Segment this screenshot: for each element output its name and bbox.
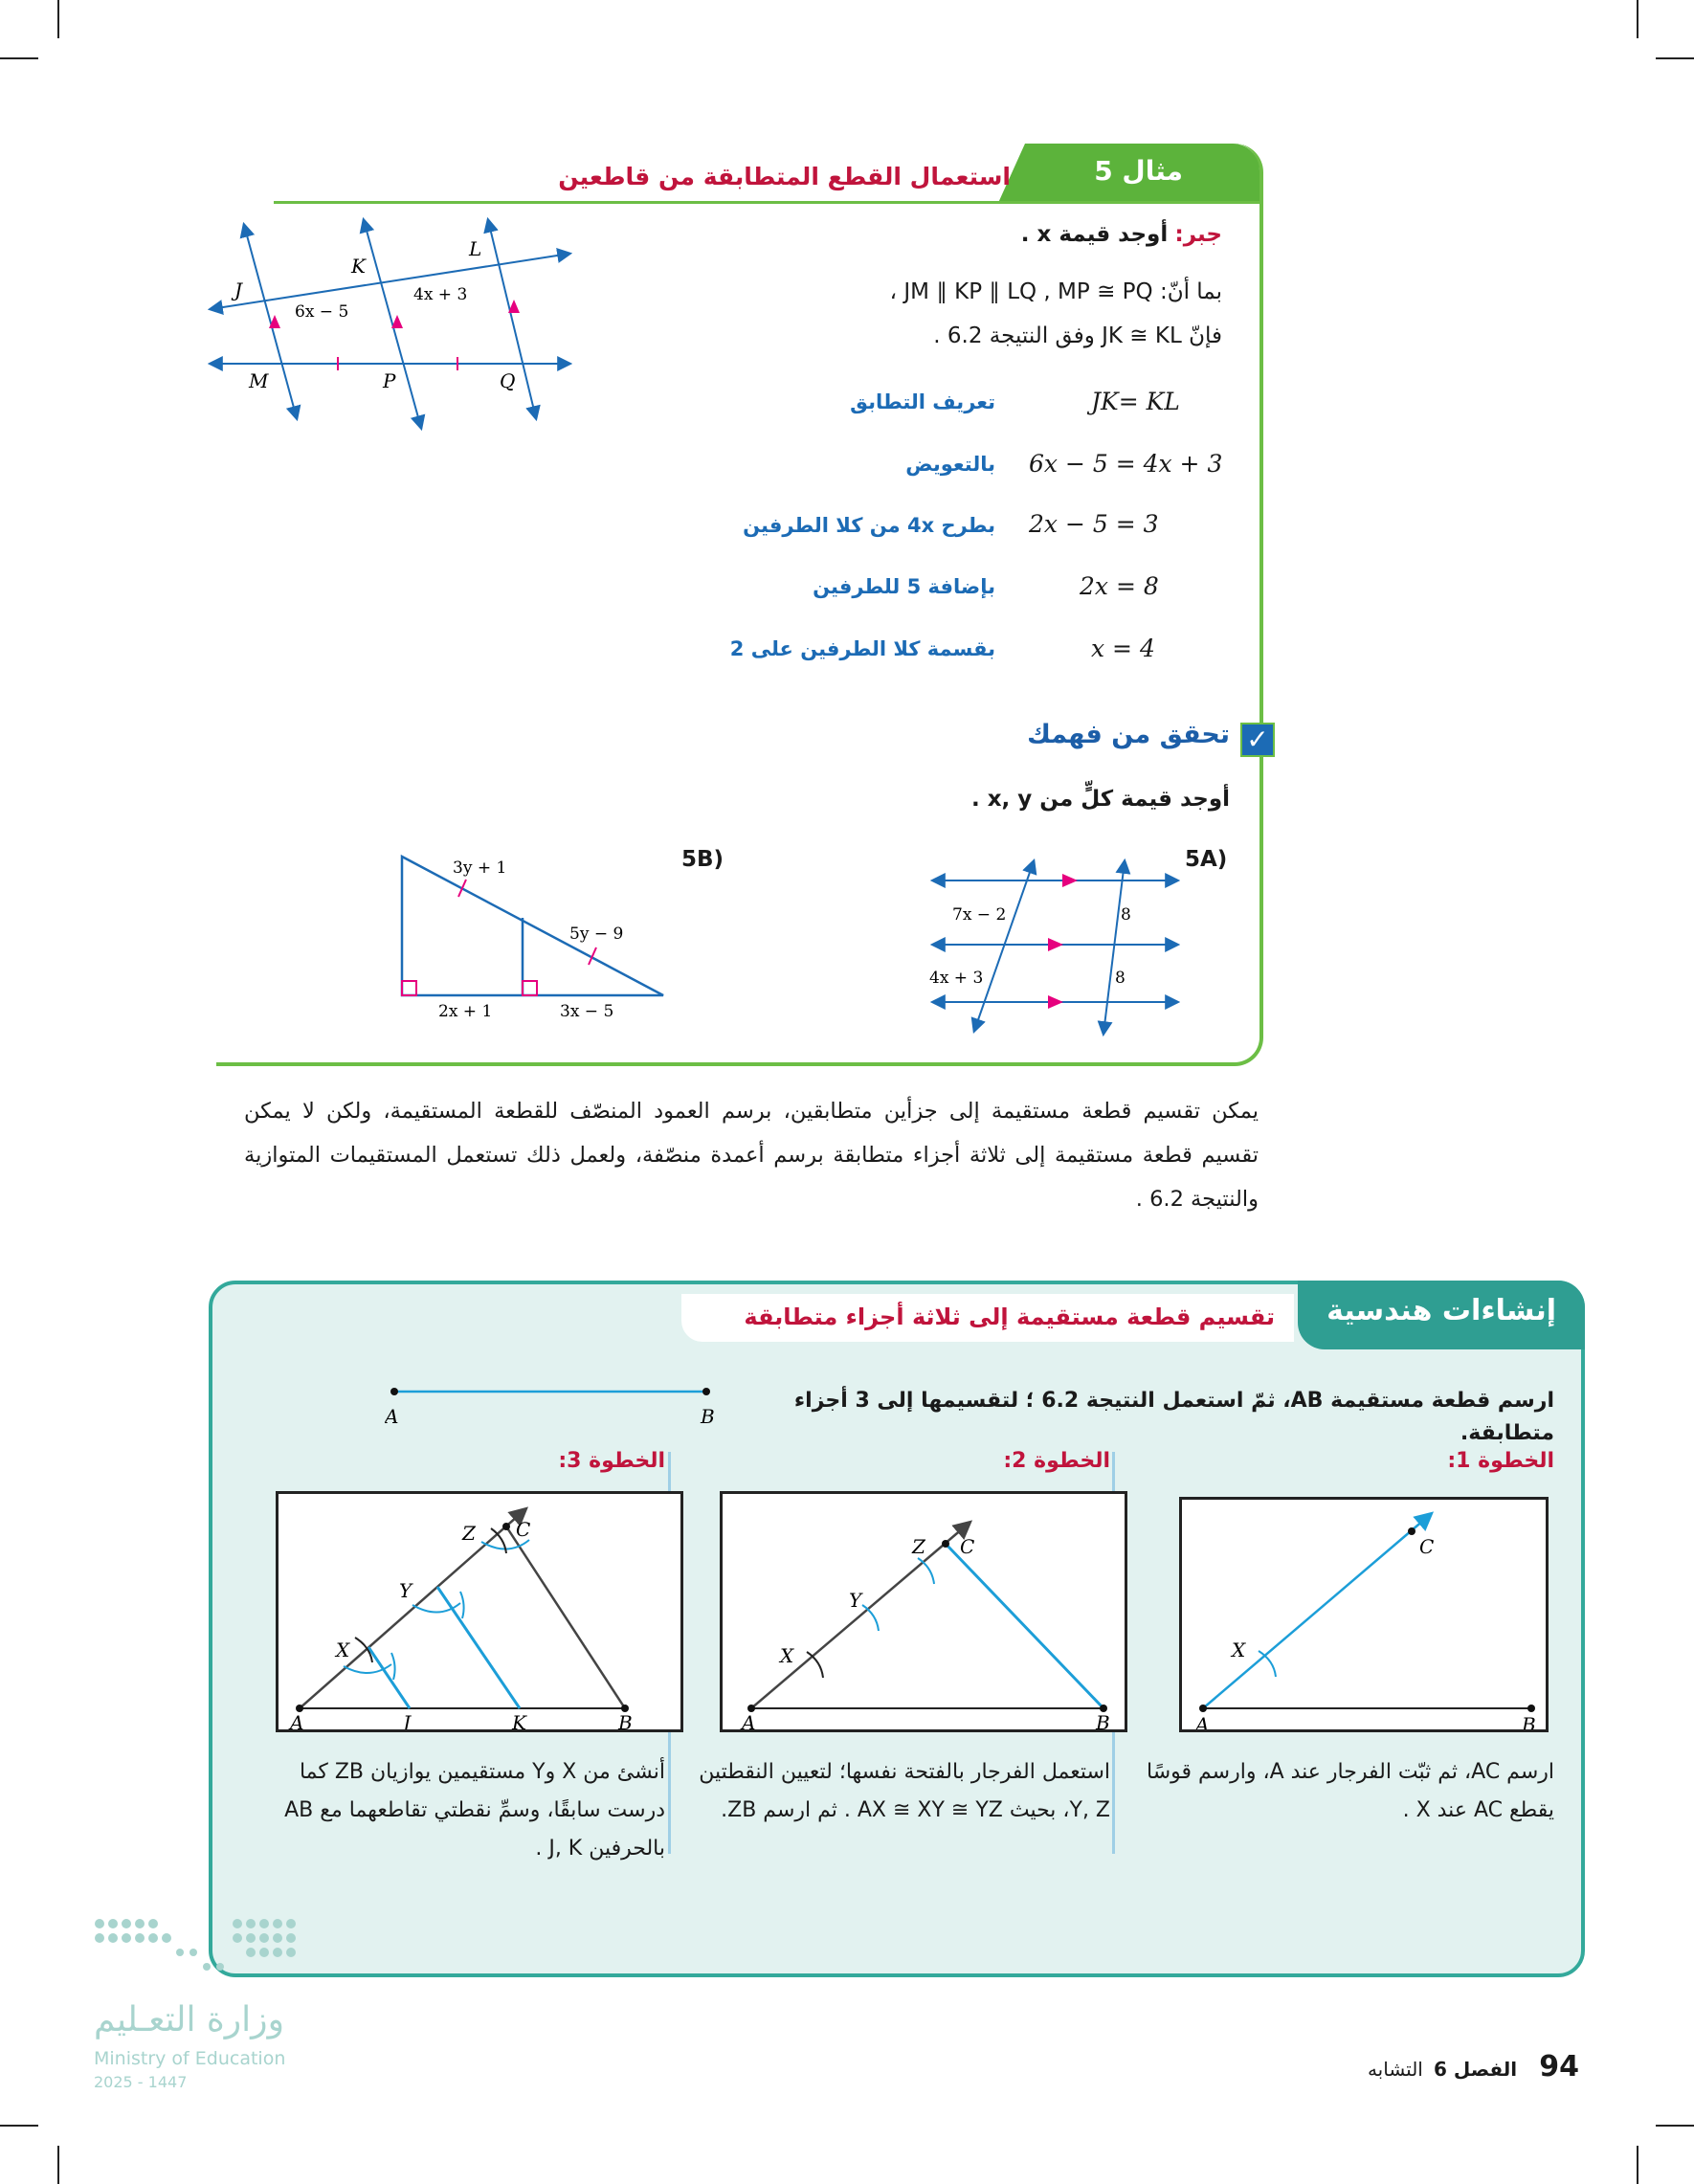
fig5a-t3: 4x + 3 [929, 969, 984, 988]
crop-mark [1656, 57, 1694, 59]
paragraph-line-1: يمكن تقسيم قطعة مستقيمة إلى جزأين متطابقين، برسم العمود المنصّف للقطعة المستقيمة، ولكن لا يمكن [244, 1099, 1259, 1124]
step-1-label: الخطوة 1: [1447, 1449, 1554, 1473]
crop-mark [1656, 2125, 1694, 2127]
s2-label-b: B [1096, 1711, 1110, 1729]
step-1-frame [1179, 1497, 1549, 1732]
construction-tab [1298, 1281, 1585, 1349]
check-b-label: 5B) [681, 847, 724, 872]
crop-mark [57, 2146, 59, 2184]
figure-5b [392, 847, 680, 1029]
step-2-text: استعمل الفرجار بالفتحة نفسها؛ لتعيين النقطتين Y, Z، بحيث AX ≅ XY ≅ YZ . ثم ارسم ZB. [699, 1760, 1110, 1822]
example-title: استعمال القطع المتطابقة من قاطعين [558, 163, 1011, 190]
s2-label-x: X [780, 1644, 794, 1667]
crop-mark [0, 57, 38, 59]
crop-mark [1637, 2146, 1638, 2184]
s1-label-c: C [1419, 1535, 1435, 1558]
prompt-text: أوجد قيمة x . [1020, 222, 1169, 247]
step-3-frame [276, 1491, 683, 1732]
check-icon: ✓ [1240, 723, 1275, 757]
intro-paragraph [244, 1089, 1259, 1221]
fig5b-t1: 3y + 1 [453, 858, 507, 878]
ministry-name-ar: وزارة التعـليم [94, 2000, 284, 2039]
step-reason: بقسمة كلا الطرفين على 2 [729, 637, 995, 660]
s3-label-a: A [290, 1711, 304, 1729]
prompt-label: جبر: [1174, 222, 1222, 247]
fig-label-L: L [469, 237, 482, 260]
s3-label-c: C [516, 1518, 531, 1541]
page-number: 94 [1539, 2050, 1579, 2084]
s3-label-b: B [618, 1711, 633, 1729]
s3-label-j: J [403, 1711, 412, 1729]
ministry-year: 2025 - 1447 [94, 2073, 188, 2091]
step-reason: تعريف التطابق [850, 390, 995, 413]
chapter-label: الفصل 6 [1433, 2058, 1518, 2081]
step-eq: 2x − 5 = 3 [1029, 510, 1159, 538]
given-line-1: بما أنّ: JM ∥ KP ∥ LQ , MP ≅ PQ ، [889, 279, 1222, 304]
step-eq: x = 4 [1091, 635, 1155, 662]
step-3-label: الخطوة 3: [558, 1449, 665, 1473]
example-header [216, 144, 1259, 205]
step-1-diagram [1182, 1500, 1546, 1729]
check-title: تحقق من فهمك [1027, 720, 1230, 749]
step-3-text: أنشئ من X وY مستقيمين يوازيان ZB كما درست سابقًا، وسمِّ نقطتي تقاطعهما مع AB بالحرفين J, K . [284, 1760, 665, 1861]
construction-tab-label: إنشاءات هندسية [1326, 1294, 1556, 1327]
s1-label-x: X [1232, 1638, 1246, 1661]
example-tab-label: مثال 5 [1094, 155, 1183, 187]
fig-label-Q: Q [500, 369, 516, 392]
fig5b-t2: 5y − 9 [569, 925, 624, 944]
s1-label-a: A [1195, 1713, 1210, 1729]
steps-table [670, 383, 1244, 689]
s1-label-b: B [1522, 1713, 1536, 1729]
fig5b-t3: 2x + 1 [438, 1002, 493, 1021]
page-footer [1330, 2050, 1579, 2088]
example-figure [201, 215, 584, 435]
s2-label-z: Z [912, 1535, 925, 1558]
example-prompt [1021, 222, 1222, 247]
s2-label-a: A [742, 1711, 756, 1729]
step-eq: 2x = 8 [1080, 572, 1159, 600]
s3-label-k: K [512, 1711, 526, 1729]
fig-label-J: J [234, 279, 243, 301]
construction-box [209, 1281, 1585, 1977]
figure-5a [924, 857, 1182, 1043]
ministry-dots-logo [94, 1914, 304, 1981]
crop-mark [57, 0, 59, 38]
step-eq: JK= KL [1091, 388, 1180, 415]
example-header-line [274, 201, 1259, 204]
step-2-diagram [723, 1494, 1125, 1729]
step-2-label: الخطوة 2: [1003, 1449, 1110, 1473]
step-2-frame [720, 1491, 1127, 1732]
segment-ab [385, 1380, 729, 1437]
chapter-title: التشابه [1367, 2058, 1423, 2081]
paragraph-line-3: والنتيجة 6.2 . [1135, 1187, 1259, 1212]
step-reason: بإضافة 5 للطرفين [813, 575, 995, 598]
seg-label-a: A [385, 1405, 399, 1428]
given-line-2: فإنّ JK ≅ KL وفق النتيجة 6.2 . [933, 323, 1222, 348]
fig5a-t4: 8 [1115, 969, 1126, 988]
step-reason: بالتعويض [905, 453, 995, 476]
construction-intro: ارسم قطعة مستقيمة AB، ثمّ استعمل النتيجة 6.2 ؛ لتقسيمها إلى 3 أجزاء متطابقة. [793, 1389, 1554, 1445]
fig-label-M: M [249, 369, 269, 392]
crop-mark [0, 2125, 38, 2127]
fig-label-K: K [351, 255, 366, 278]
s3-label-x: X [336, 1638, 350, 1661]
paragraph-line-2: تقسيم قطعة مستقيمة إلى ثلاثة أجزاء متطابقة برسم أعمدة منصّفة، ولعمل ذلك تستعمل المستقيمات المتوازية [244, 1143, 1259, 1168]
s3-label-y: Y [399, 1579, 412, 1602]
fig-seg-2: 4x + 3 [413, 285, 468, 304]
s2-label-c: C [960, 1535, 975, 1558]
step-reason: بطرح 4x من كلا الطرفين [743, 514, 995, 537]
s3-label-z: Z [462, 1522, 476, 1545]
check-a-label: 5A) [1185, 847, 1228, 872]
fig5a-t1: 7x − 2 [952, 905, 1007, 925]
fig-label-P: P [383, 369, 396, 392]
s2-label-y: Y [849, 1589, 862, 1612]
step-3-diagram [279, 1494, 680, 1729]
example-tab [1025, 144, 1259, 203]
ministry-name-en: Ministry of Education [94, 2048, 286, 2069]
step-eq: 6x − 5 = 4x + 3 [1029, 450, 1223, 478]
fig-seg-1: 6x − 5 [295, 302, 349, 322]
construction-title: تقسيم قطعة مستقيمة إلى ثلاثة أجزاء متطابقة [744, 1304, 1275, 1330]
seg-label-b: B [701, 1405, 715, 1428]
step-1-text: ارسم AC، ثم ثبّت الفرجار عند A، وارسم قوسًا يقطع AC عند X . [1147, 1760, 1554, 1822]
ministry-logo [94, 1914, 304, 1981]
crop-mark [1637, 0, 1638, 38]
check-prompt: أوجد قيمة كلٍّ من x, y . [970, 787, 1230, 812]
fig5b-t4: 3x − 5 [560, 1002, 614, 1021]
fig5a-t2: 8 [1121, 905, 1131, 925]
